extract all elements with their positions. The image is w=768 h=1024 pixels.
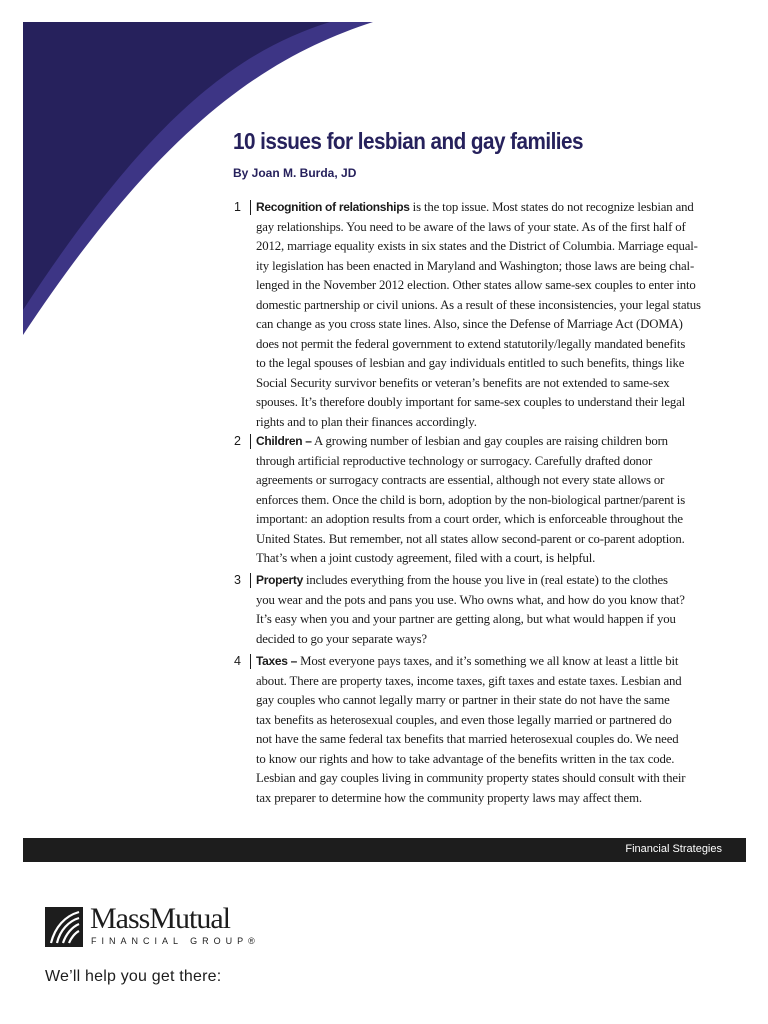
- issue-item-3: [234, 571, 729, 649]
- issue-number: 3: [234, 573, 241, 587]
- issue-item-2: [234, 432, 729, 569]
- issue-lead: Recognition of relationships: [256, 200, 410, 214]
- issue-number: 2: [234, 434, 241, 448]
- issue-item-1: [234, 198, 729, 432]
- issue-line: tax benefits as heterosexual couples, and even those legally married or partnered do: [256, 712, 672, 727]
- issue-line: gay couples who cannot legally marry or partner in their state do not have the same: [256, 693, 670, 707]
- issue-line: That’s when a joint custody agreement, filed with a court, is helpful.: [256, 551, 596, 565]
- logo-name: MassMutual: [90, 902, 230, 935]
- issue-lead: Children –: [256, 434, 312, 448]
- issue-line: about. There are property taxes, income taxes, gift taxes and estate taxes. Lesbian and: [256, 673, 682, 688]
- issue-line: to the legal spouses of lesbian and gay individuals entitled to such benefits, things like: [256, 356, 685, 370]
- issue-line: tax preparer to determine how the community property laws may affect them.: [256, 790, 642, 805]
- logo-mark-icon: [45, 907, 83, 947]
- issue-body: [256, 652, 729, 808]
- number-divider: [250, 573, 251, 588]
- issue-line: does not permit the federal government to extend statutorily/legally mandated benefits: [256, 336, 686, 351]
- issue-line: It’s easy when you and your partner are getting along, but what would happen if you: [256, 612, 676, 626]
- issue-line: you wear and the pots and pans you use. Who owns what, and how do you know that?: [256, 592, 685, 607]
- number-divider: [250, 654, 251, 669]
- issue-number: 1: [234, 200, 241, 214]
- issue-line: Children – A growing number of lesbian and gay couples are raising children born: [256, 434, 668, 448]
- issue-body: [256, 432, 729, 569]
- issue-line: United States. But remember, not all states allow second-parent or co-parent adoption.: [256, 531, 685, 546]
- massmutual-logo: [45, 902, 275, 955]
- issue-body: [256, 198, 729, 432]
- issue-line: ity legislation has been enacted in Maryland and Washington; those laws are being chal-: [256, 258, 695, 273]
- issue-number: 4: [234, 654, 241, 668]
- page-title: 10 issues for lesbian and gay families: [233, 128, 583, 154]
- issue-line: rights and to plan their finances accordingly.: [256, 414, 477, 429]
- issue-body: [256, 571, 729, 649]
- tagline: We’ll help you get there:: [45, 968, 222, 985]
- issue-lead: Taxes –: [256, 654, 298, 668]
- issue-line: Taxes – Most everyone pays taxes, and it’s something we all know at least a little bit: [256, 654, 679, 668]
- issue-line: through artificial reproductive technology or surrogacy. Carefully drafted donor: [256, 453, 653, 468]
- issue-line: domestic partnership or civil unions. As a result of these inconsistencies, your legal status: [256, 297, 701, 312]
- issue-line: not have the same federal tax benefits that married heterosexual couples do. We need: [256, 732, 679, 746]
- issue-line: gay relationships. You need to be aware of the laws of your state. As of the first half of: [256, 219, 686, 234]
- issue-line: Property includes everything from the house you live in (real estate) to the clothes: [256, 573, 668, 587]
- issue-line: can change as you cross state lines. Also, since the Defense of Marriage Act (DOMA): [256, 317, 683, 331]
- issue-line: lenged in the November 2012 election. Other states allow same-sex couples to enter into: [256, 278, 696, 292]
- footer-label: Financial Strategies: [625, 843, 722, 855]
- issue-line: spouses. It’s therefore doubly important for same-sex couples to understand their legal: [256, 395, 686, 409]
- issue-line: enforces them. Once the child is born, adoption by the non-biological partner/parent is: [256, 492, 686, 507]
- number-divider: [250, 200, 251, 215]
- issue-line: agreements or surrogacy contracts are essential, although not every state allows or: [256, 473, 665, 487]
- footer-bar: [23, 838, 746, 862]
- logo-subtitle: FINANCIAL GROUP®: [91, 936, 260, 946]
- issue-line: important: an adoption results from a court order, which is enforceable throughout the: [256, 512, 683, 526]
- issue-line: decided to go your separate ways?: [256, 631, 427, 646]
- issue-line: 2012, marriage equality exists in six states and the District of Columbia. Marriage equal-: [256, 239, 698, 253]
- byline: By Joan M. Burda, JD: [233, 166, 357, 180]
- number-divider: [250, 434, 251, 449]
- issue-lead: Property: [256, 573, 303, 587]
- issue-line: Social Security survivor benefits or veteran’s benefits are not extended to same-sex: [256, 375, 670, 390]
- issue-line: Recognition of relationships is the top issue. Most states do not recognize lesbian and: [256, 200, 694, 214]
- issue-line: to know our rights and how to take advantage of the benefits written in the tax code.: [256, 751, 675, 766]
- issue-item-4: [234, 652, 729, 808]
- issue-line: Lesbian and gay couples living in community property states should consult with their: [256, 771, 686, 785]
